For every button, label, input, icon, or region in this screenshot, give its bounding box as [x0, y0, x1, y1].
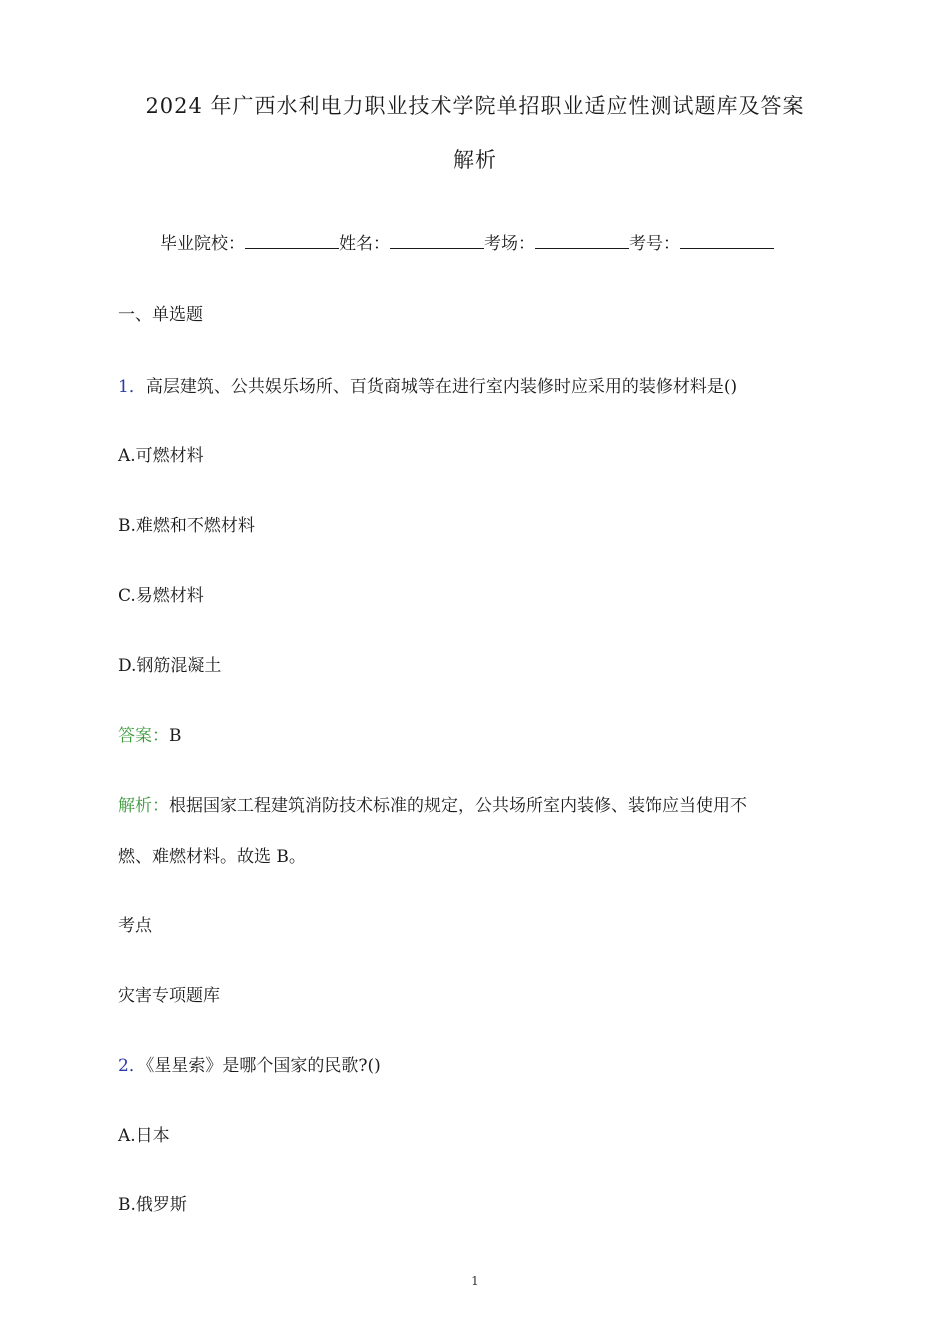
analysis-line-1 — [118, 791, 838, 816]
exam-room-label: 考场： — [484, 234, 535, 254]
kaodian-label: 考点 — [118, 916, 152, 936]
option-b: B.难燃和不燃材料 — [118, 516, 255, 536]
page-number: 1 — [471, 1274, 479, 1288]
document-title-line-1: 2024 年广西水利电力职业技术学院单招职业适应性测试题库及答案 — [145, 94, 805, 118]
option-a: A.日本 — [118, 1126, 170, 1146]
section-title: 一、单选题 — [118, 305, 203, 325]
exam-number-blank — [680, 234, 774, 249]
analysis-text: 根据国家工程建筑消防技术标准的规定，公共场所室内装修、装饰应当使用不 — [169, 796, 747, 816]
school-label: 毕业院校： — [160, 234, 245, 254]
option-d: D.钢筋混凝土 — [118, 656, 222, 676]
analysis-line-2: 燃、难燃材料。故选 B。 — [118, 847, 306, 867]
question-text: 《星星索》是哪个国家的民歌?() — [145, 1056, 381, 1076]
question-text: 高层建筑、公共娱乐场所、百货商城等在进行室内装修时应采用的装修材料是() — [145, 377, 738, 397]
answer-label: 答案： — [118, 726, 169, 746]
analysis-label: 解析： — [118, 796, 169, 816]
question-1 — [118, 372, 838, 397]
name-label: 姓名： — [339, 234, 390, 254]
exam-info-fields — [160, 229, 860, 254]
answer — [118, 721, 838, 746]
document-title-line-2: 解析 — [453, 148, 497, 172]
option-c: C.易燃材料 — [118, 586, 204, 606]
school-blank — [245, 234, 339, 249]
option-a: A.可燃材料 — [118, 446, 204, 466]
exam-number-label: 考号： — [629, 234, 680, 254]
exam-room-blank — [535, 234, 629, 249]
option-b: B.俄罗斯 — [118, 1195, 187, 1215]
question-2 — [118, 1051, 838, 1076]
question-number: 1． — [118, 377, 146, 397]
question-number: 2． — [118, 1056, 146, 1076]
kaodian-value: 灾害专项题库 — [118, 986, 220, 1006]
name-blank — [390, 234, 484, 249]
answer-value: B — [169, 726, 182, 746]
